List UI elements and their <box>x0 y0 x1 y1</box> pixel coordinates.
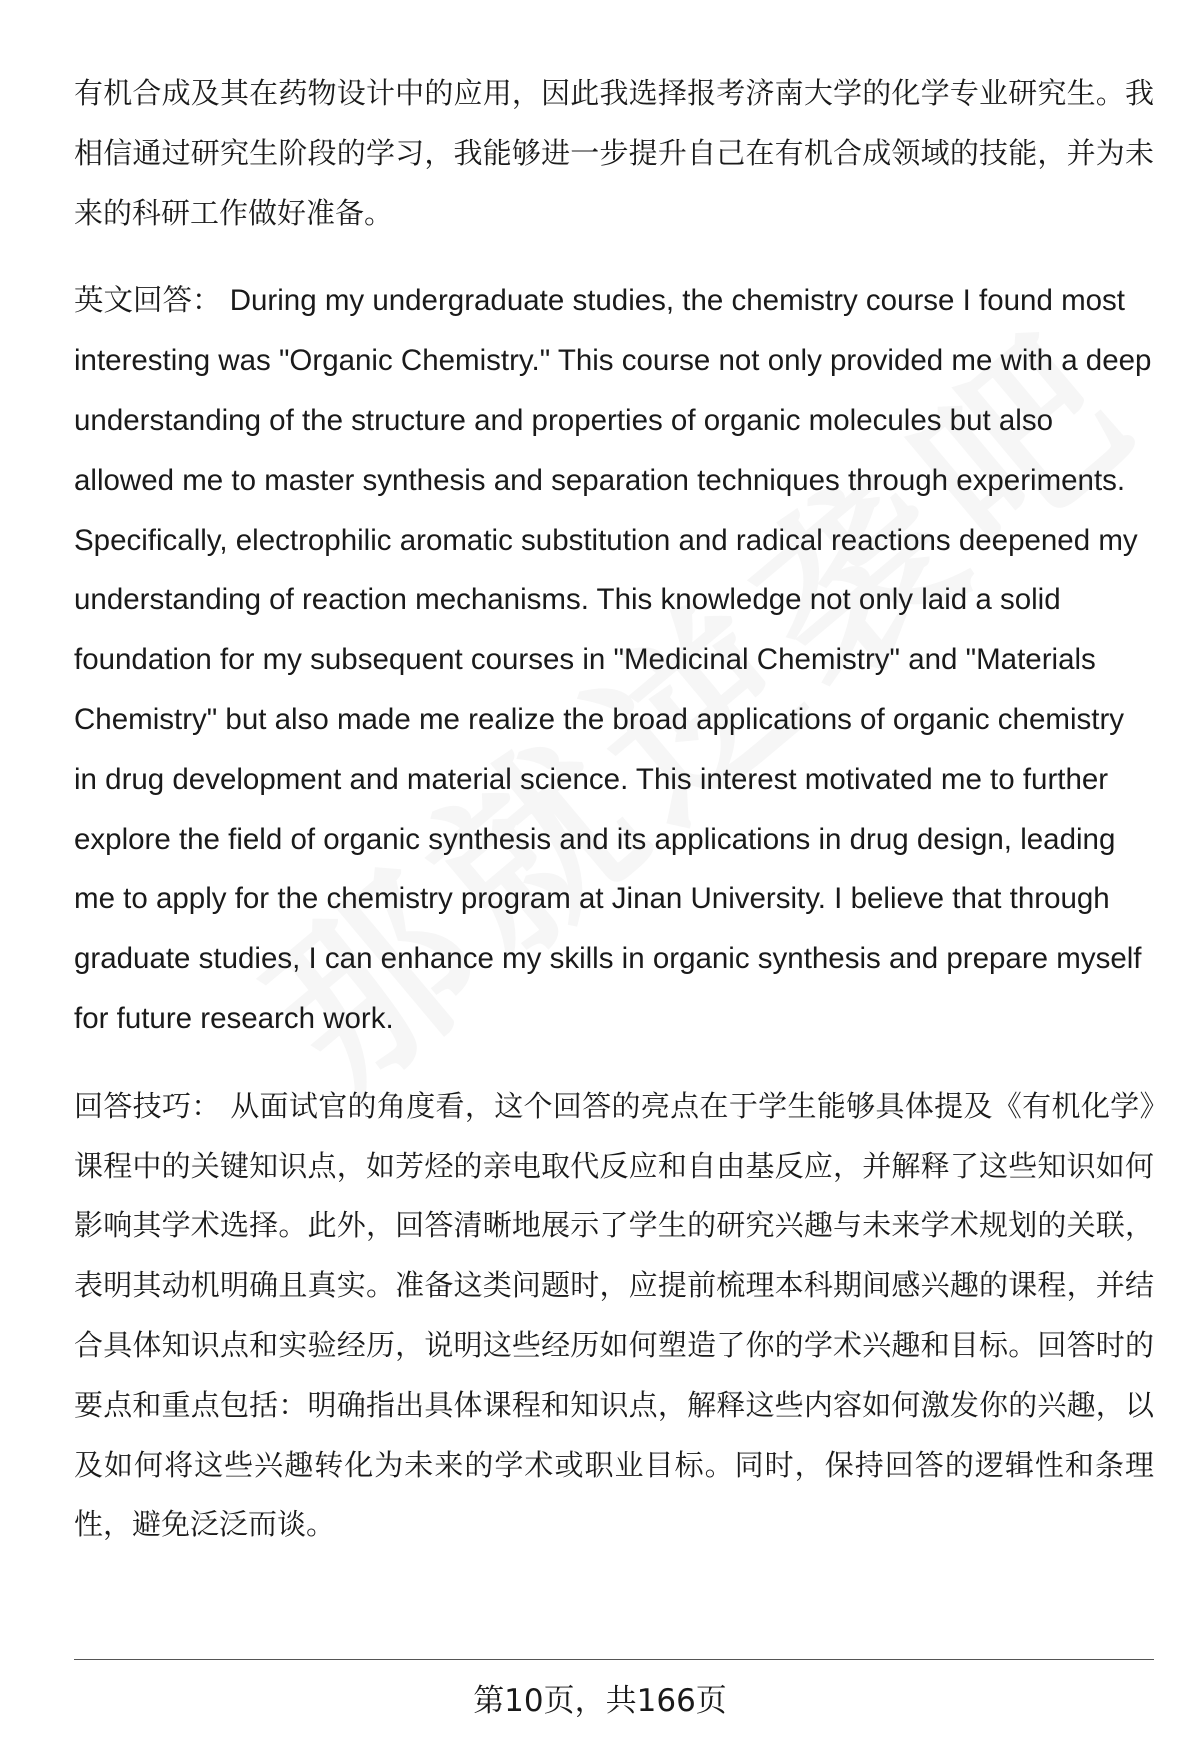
english-answer-paragraph <box>74 271 1154 1048</box>
footer-divider <box>74 1659 1154 1660</box>
english-answer-label: 英文回答： <box>74 283 222 318</box>
answer-tips-paragraph <box>74 1077 1154 1555</box>
intro-paragraph: 有机合成及其在药物设计中的应用，因此我选择报考济南大学的化学专业研究生。我相信通过研究生阶段的学习，我能够进一步提升自己在有机合成领域的技能，并为未来的科研工作做好准备。 <box>74 76 1154 230</box>
answer-tips-text: 从面试官的角度看，这个回答的亮点在于学生能够具体提及《有机化学》课程中的关键知识点，如芳烃的亲电取代反应和自由基反应，并解释了这些知识如何影响其学术选择。此外，回答清晰地展示了学生的研究兴趣与未来学术规划的关联，表明其动机明确且真实。准备这类问题时，应提前梳理本科期间感兴趣的课程，并结合具体知识点和实验经历，说明这些经历如何塑造了你的学术兴趣和目标。回答时的要点和重点包括：明确指出具体课程和知识点，解释这些内容如何激发你的兴趣，以及如何将这些兴趣转化为未来的学术或职业目标。同时，保持回答的逻辑性和条理性，避免泛泛而谈。 <box>74 1088 1154 1542</box>
document-body <box>74 64 1154 1583</box>
english-answer-text: During my undergraduate studies, the chemistry course I found most interesting was "Organic Chemistry." This course not only provided me with a deep understanding of the structure and properties of organic molecules but also allowed me to master synthesis and separation techniques through experiments. Specifically, electrophilic aromatic substitution and radical reactions deepened my understanding of reaction mechanisms. This knowledge not only laid a solid foundation for my subsequent courses in "Medicinal Chemistry" and "Materials Chemistry" but also made me realize the broad applications of organic chemistry in drug development and material science. This interest motivated me to further explore the field of organic synthesis and its applications in drug design, leading me to apply for the chemistry program at Jinan University. I believe that through graduate studies, I can enhance my skills in organic synthesis and prepare myself for future research work. <box>74 284 1152 1035</box>
page-number: 第10页，共166页 <box>473 1683 727 1719</box>
answer-tips-label: 回答技巧： <box>74 1088 221 1123</box>
